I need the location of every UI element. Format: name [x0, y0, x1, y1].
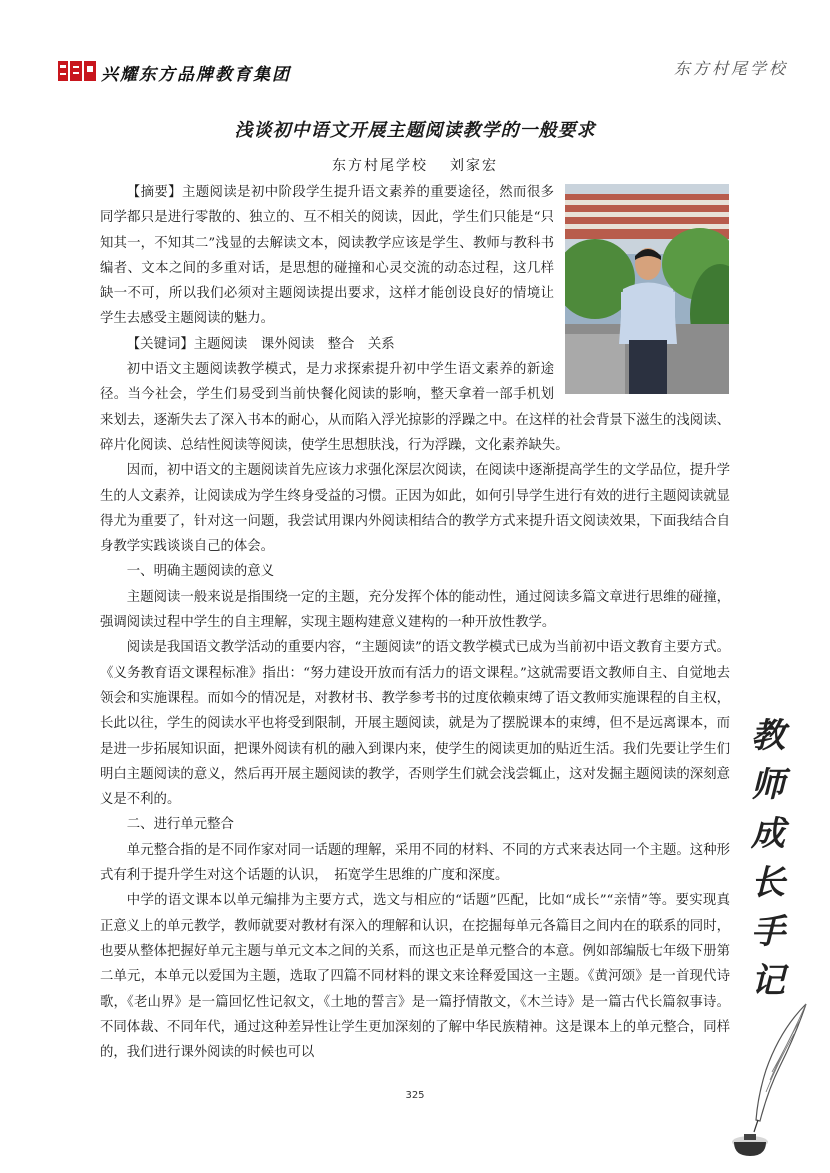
- body-paragraph: 主题阅读一般来说是指围绕一定的主题，充分发挥个体的能动性，通过阅读多篇文章进行思维的碰撞，强调阅读过程中学生的自主理解，实现主题构建意义建构的一种开放性教学。: [100, 589, 730, 631]
- page-number: 325: [405, 1090, 425, 1101]
- calligraphy-char: 记: [751, 961, 785, 1001]
- page-header: [0, 0, 830, 100]
- calligraphy-char: 长: [751, 863, 785, 903]
- section-heading: 一、明确主题阅读的意义: [126, 564, 275, 580]
- group-logo-icon: [57, 58, 97, 84]
- school-tag: 东方村尾学校: [673, 59, 788, 78]
- body-paragraph: 单元整合指的是不同作家对同一话题的理解，采用不同的材料、不同的方式来表达同一个主题。这种形式有利于提升学生对这个话题的认识， 拓宽学生思维的广度和深度。: [100, 842, 730, 884]
- side-calligraphy: [738, 712, 798, 1001]
- calligraphy-char: 手: [751, 912, 785, 952]
- article-body: [100, 180, 730, 1065]
- calligraphy-char: 师: [751, 765, 785, 805]
- article-title: 浅谈初中语文开展主题阅读教学的一般要求: [234, 120, 596, 141]
- body-paragraph: 中学的语文课本以单元编排为主要方式，选文与相应的“话题”匹配，比如“成长”“亲情”等。要实现真正意义上的单元教学，教师就要对教材有深入的理解和认识，在挖掘每单元各篇目之间内在的联系的同时，也要从整体把握好单元主题与单元文本之间的关系，而这也正是单元整合的本意。例如部编版七年级下册第二单元，本单元以爱国为主题，选取了四篇不同材料的课文来诠释爱国这一主题。《黄河颂》是一首现代诗歌，《老山界》是一篇回忆性记叙文，《土地的誓言》是一篇抒情散文，《木兰诗》是一篇古代长篇叙事诗。不同体裁、不同年代，通过这种差异性让学生更加深刻的了解中华民族精神。这是课本上的单元整合，同样的，我们进行课外阅读的时候也可以: [100, 893, 730, 1061]
- keywords-paragraph: 【关键词】主题阅读 课外阅读 整合 关系: [126, 336, 395, 352]
- calligraphy-char: 成: [751, 814, 785, 854]
- org-name: 兴耀东方品牌教育集团: [101, 65, 291, 85]
- byline: [0, 155, 830, 175]
- section-heading: 二、进行单元整合: [126, 817, 234, 833]
- body-paragraph: 初中语文主题阅读教学模式，是力求探索提升初中学生语文素养的新途径。当今社会，学生们易受到当前快餐化阅读的影响，整天拿着一部手机划来划去，逐渐失去了深入书本的耐心，从而陷入浮光掠影的浮躁之中。在这样的社会背景下滋生的浅阅读、碎片化阅读、总结性阅读等阅读，使学生思想肤浅，行为浮躁，文化素养缺失。: [100, 362, 730, 453]
- quill-pen-icon: [720, 1000, 820, 1160]
- body-paragraph: 因而，初中语文的主题阅读首先应该力求强化深层次阅读，在阅读中逐渐提高学生的文学品位，提升学生的人文素养，让阅读成为学生终身受益的习惯。正因为如此，如何引导学生进行有效的进行主题阅读就显得尤为重要了，针对这一问题，我尝试用课内外阅读相结合的教学方式来提升语文阅读效果，下面我结合自身教学实践谈谈自己的体会。: [100, 463, 730, 555]
- byline-school: 东方村尾学校: [332, 158, 428, 174]
- photo-spacer: [560, 180, 730, 386]
- calligraphy-char: 教: [751, 716, 785, 756]
- body-paragraph: 阅读是我国语文教学活动的重要内容，“主题阅读”的语文教学模式已成为当前初中语文教育主要方式。《义务教育语文课程标准》指出：“努力建设开放而有活力的语文课程。”这就需要语文教师自主、自觉地去领会和实施课程。而如今的情况是，对教材书、教学参考书的过度依赖束缚了语文教师实施课程的自主权，长此以往，学生的阅读水平也将受到限制，开展主题阅读，就是为了摆脱课本的束缚，但不是远离课本，而是进一步拓展知识面，把课外阅读有机的融入到课内来，使学生的阅读更加的贴近生活。我们先要让学生们明白主题阅读的意义，然后再开展主题阅读的教学，否则学生们就会浅尝辄止，这对发掘主题阅读的深刻意义是不利的。: [100, 640, 730, 808]
- byline-author: 刘家宏: [450, 158, 498, 174]
- abstract-paragraph: 【摘要】主题阅读是初中阶段学生提升语文素养的重要途径，然而很多同学都只是进行零散的、独立的、互不相关的阅读，因此，学生们只能是“只知其一，不知其二”浅显的去解读文本，阅读教学应该是学生、教师与教科书编者、文本之间的多重对话，是思想的碰撞和心灵交流的动态过程，这几样缺一不可，所以我们必须对主题阅读提出要求，这样才能创设良好的情境让学生去感受主题阅读的魅力。: [100, 185, 554, 327]
